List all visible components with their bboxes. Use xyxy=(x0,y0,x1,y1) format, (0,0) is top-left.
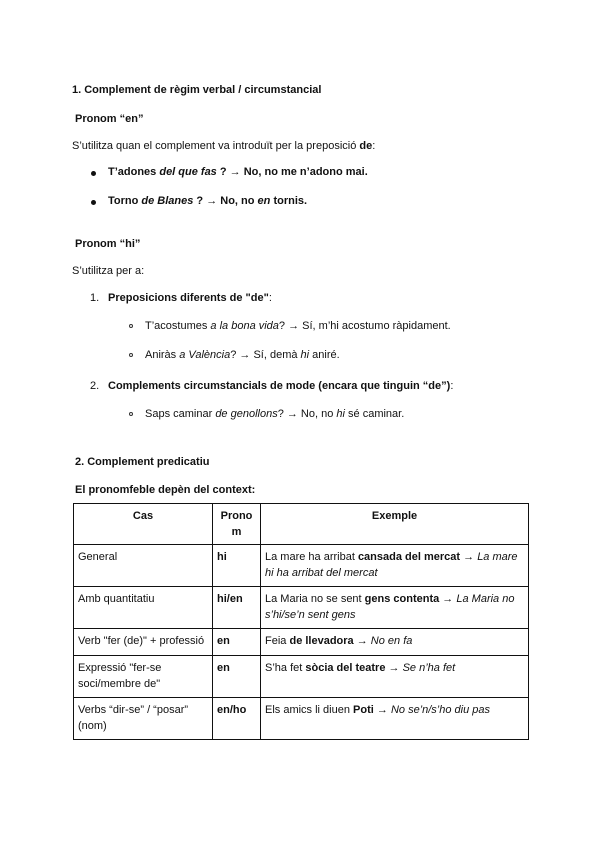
hi-item-2: Complements circumstancials de mode (encara que tinguin “de”): xyxy=(108,380,454,392)
circle-bullet xyxy=(129,353,133,357)
cell-cas: Amb quantitatiu xyxy=(74,587,213,629)
cell-exemple: S’ha fet sòcia del teatre → Se n’ha fet xyxy=(261,656,529,698)
circle-bullet xyxy=(129,324,133,328)
hi-example-2: Aniràs a València? → Sí, demà hi aniré. xyxy=(145,349,340,361)
en-example-1: T’adones del que fas ? → No, no me n’adono mai. xyxy=(108,166,368,178)
hi-example-1: T’acostumes a la bona vida? → Sí, m’hi acostumo ràpidament. xyxy=(145,320,451,332)
table-row xyxy=(74,656,529,698)
hi-item-1: Preposicions diferents de "de": xyxy=(108,292,272,304)
cell-exemple: Els amics li diuen Poti → No se’n/s’ho diu pas xyxy=(261,698,529,740)
cell-exemple: Feia de llevadora → No en fa xyxy=(261,629,529,656)
cell-pronom: en xyxy=(213,629,261,656)
cell-pronom: en/ho xyxy=(213,698,261,740)
table-row xyxy=(74,629,529,656)
table-row xyxy=(74,545,529,587)
pronom-hi-title: Pronom “hi” xyxy=(75,238,141,250)
en-example-2: Torno de Blanes ? → No, no en tornis. xyxy=(108,195,308,207)
table-header-exemple: Exemple xyxy=(261,504,529,545)
hi-list-number-2: 2. xyxy=(90,380,100,392)
cell-pronom: en xyxy=(213,656,261,698)
table-header-cas: Cas xyxy=(74,504,213,545)
cell-cas: General xyxy=(74,545,213,587)
en-intro: S’utilitza quan el complement va introduït per la preposició de: xyxy=(72,140,376,152)
table-row xyxy=(74,587,529,629)
cell-exemple: La Maria no se sent gens contenta → La Maria no s’hi/se’n sent gens xyxy=(261,587,529,629)
hi-example-3: Saps caminar de genollons? → No, no hi sé caminar. xyxy=(145,408,405,420)
section-2-title: 2. Complement predicatiu xyxy=(75,456,210,468)
hi-list-number-1: 1. xyxy=(90,292,100,304)
cell-cas: Verbs “dir-se” / “posar” (nom) xyxy=(74,698,213,740)
cell-exemple: La mare ha arribat cansada del mercat → La mare hi ha arribat del mercat xyxy=(261,545,529,587)
bullet-dot xyxy=(91,171,96,176)
table-header-pronom: Prono m xyxy=(213,504,261,545)
cell-pronom: hi xyxy=(213,545,261,587)
cell-cas: Expressió "fer-se soci/membre de" xyxy=(74,656,213,698)
pronom-en-title: Pronom “en” xyxy=(75,113,144,125)
bullet-dot xyxy=(91,200,96,205)
section-2-subtitle: El pronomfeble depèn del context: xyxy=(75,484,256,496)
circle-bullet xyxy=(129,412,133,416)
hi-intro: S’utilitza per a: xyxy=(72,265,145,277)
cell-cas: Verb "fer (de)" + professió xyxy=(74,629,213,656)
predicatiu-table xyxy=(73,503,529,740)
cell-pronom: hi/en xyxy=(213,587,261,629)
table-row xyxy=(74,698,529,740)
section-1-title: 1. Complement de règim verbal / circumstancial xyxy=(72,84,322,96)
